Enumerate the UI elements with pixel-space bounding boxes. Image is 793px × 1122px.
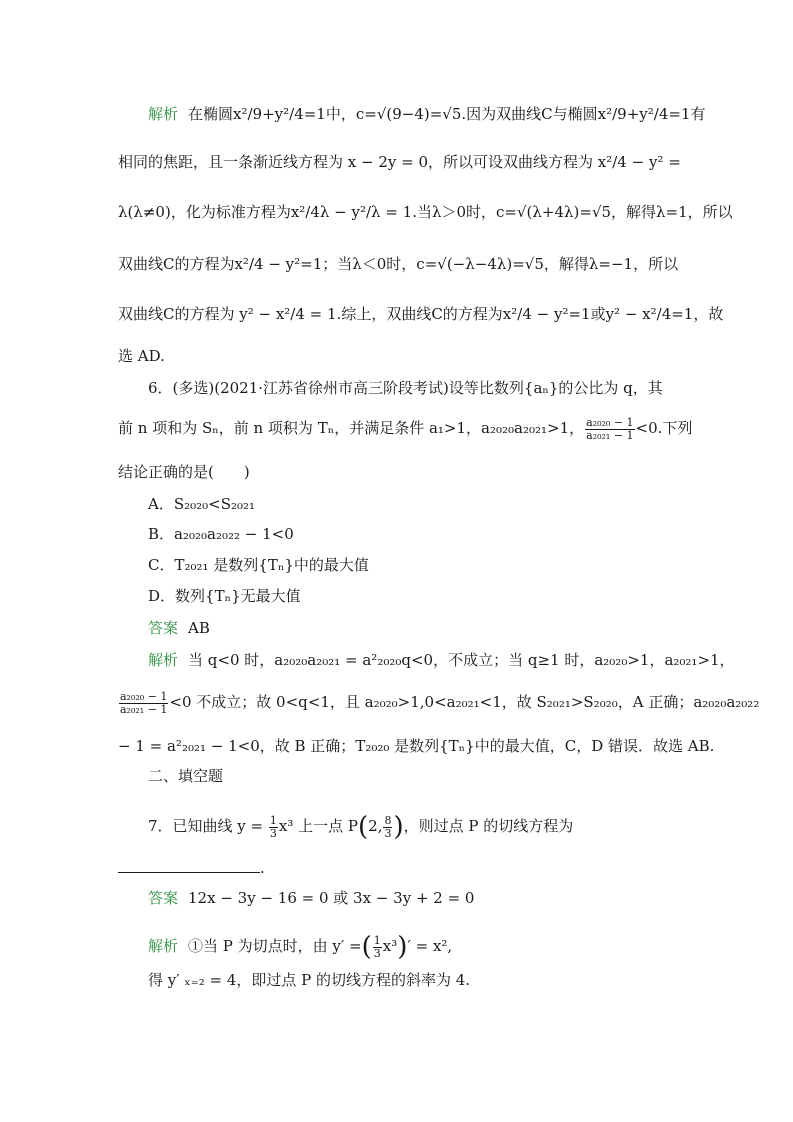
solution5-line-2: 相同的焦距，且一条渐近线方程为 x − 2y = 0，所以可设双曲线方程为 x²/4 − y² = bbox=[118, 153, 681, 171]
question6-stem-1: 6．(多选)(2021·江苏省徐州市高三阶段考试)设等比数列{aₙ}的公比为 q，其 bbox=[148, 379, 663, 397]
question7-stem-1a: 7．已知曲线 y = bbox=[148, 817, 268, 835]
question6-stem-2b: <0.下列 bbox=[635, 419, 693, 437]
fraction-denominator: 3 bbox=[269, 826, 277, 840]
solution5-line-6: 选 AD. bbox=[118, 347, 165, 365]
question6-solution-3: − 1 = a²₂₀₂₁ − 1<0，故 B 正确；T₂₀₂₀ 是数列{Tₙ}中的最大值，C，D 错误．故选 AB. bbox=[118, 737, 715, 755]
fraction-numerator: a₂₀₂₀ − 1 bbox=[120, 689, 168, 703]
fraction-numerator: a₂₀₂₀ − 1 bbox=[586, 415, 634, 429]
solution5-line-4: 双曲线C的方程为x²/4 − y²=1；当λ＜0时，c=√(−λ−4λ)=√5，解得λ=−1，所以 bbox=[118, 255, 679, 273]
question7-stem-1c: ，则过点 P 的切线方程为 bbox=[403, 817, 574, 835]
question6-stem-2 bbox=[118, 415, 693, 442]
question6-answer bbox=[148, 616, 708, 640]
point-y-fraction bbox=[383, 815, 392, 840]
solution5-line-1 bbox=[148, 102, 708, 126]
solution-keyword: 解析 bbox=[148, 937, 179, 955]
right-paren: ) bbox=[397, 932, 408, 962]
question7-solution-2: 得 y′ ₓ₌₂ = 4，即过点 P 的切线方程的斜率为 4. bbox=[148, 971, 471, 989]
question6-stem-2a: 前 n 项和为 Sₙ，前 n 项积为 Tₙ，并满足条件 a₁>1，a₂₀₂₀a₂₀₂₁>1， bbox=[118, 419, 585, 437]
condition-fraction bbox=[585, 417, 634, 442]
fraction-denominator: 3 bbox=[373, 946, 381, 960]
right-paren: ) bbox=[393, 812, 404, 842]
question7-stem-1b: x³ 上一点 P bbox=[278, 817, 359, 835]
section-heading: 二、填空题 bbox=[148, 767, 224, 785]
fraction-numerator: 1 bbox=[373, 933, 381, 947]
coefficient-fraction bbox=[269, 815, 278, 840]
answer-keyword: 答案 bbox=[148, 619, 179, 637]
option-b: B．a₂₀₂₀a₂₀₂₂ − 1<0 bbox=[148, 525, 294, 543]
solution-keyword: 解析 bbox=[148, 651, 179, 669]
answer-text: AB bbox=[188, 619, 210, 637]
question7-solution-1 bbox=[148, 934, 708, 960]
option-d: D．数列{Tₙ}无最大值 bbox=[148, 587, 301, 605]
fraction-numerator: 8 bbox=[384, 813, 392, 827]
solution5-line-5: 双曲线C的方程为 y² − x²/4 = 1.综上，双曲线C的方程为x²/4 − y²=1或y² − x²/4=1，故 bbox=[118, 305, 724, 323]
answer-blank bbox=[118, 858, 260, 873]
question6-solution-2 bbox=[118, 689, 760, 716]
condition-fraction bbox=[119, 691, 168, 716]
solution-keyword: 解析 bbox=[148, 105, 179, 123]
fraction-denominator: a₂₀₂₁ − 1 bbox=[120, 702, 168, 716]
left-paren: ( bbox=[358, 812, 369, 842]
left-paren: ( bbox=[361, 932, 372, 962]
question7-stem-1 bbox=[148, 814, 708, 840]
answer-text: 12x − 3y − 16 = 0 或 3x − 3y + 2 = 0 bbox=[188, 889, 475, 907]
solution5-line-3: λ(λ≠0)，化为标准方程为x²/4λ − y²/λ = 1.当λ＞0时，c=√(λ+4λ)=√5，解得λ=1，所以 bbox=[118, 203, 733, 221]
answer-keyword: 答案 bbox=[148, 889, 179, 907]
fraction-numerator: 1 bbox=[269, 813, 277, 827]
option-c: C．T₂₀₂₁ 是数列{Tₙ}中的最大值 bbox=[148, 556, 369, 574]
question7-solution-text-1a: ①当 P 为切点时，由 y′ = bbox=[188, 937, 362, 955]
derivative-fraction bbox=[373, 935, 382, 960]
question7-answer bbox=[148, 886, 708, 910]
question7-period: . bbox=[260, 859, 265, 877]
question7-blank-line bbox=[118, 856, 678, 880]
question7-solution-text-1b: x³ bbox=[382, 937, 398, 955]
question6-solution-text-2: <0 不成立；故 0<q<1，且 a₂₀₂₀>1,0<a₂₀₂₁<1，故 S₂₀₂₁>S₂₀₂₀，A 正确；a₂₀₂₀a₂₀₂₂ bbox=[169, 693, 760, 711]
question6-solution-1 bbox=[148, 648, 735, 672]
fraction-denominator: 3 bbox=[384, 826, 392, 840]
point-x: 2, bbox=[368, 817, 383, 835]
fraction-denominator: a₂₀₂₁ − 1 bbox=[586, 428, 634, 442]
question6-stem-3: 结论正确的是( ) bbox=[118, 463, 250, 481]
option-a: A．S₂₀₂₀<S₂₀₂₁ bbox=[148, 495, 256, 513]
question6-solution-text-1: 当 q<0 时，a₂₀₂₀a₂₀₂₁ = a²₂₀₂₀q<0，不成立；当 q≥1 时，a₂₀₂₀>1，a₂₀₂₁>1， bbox=[188, 651, 735, 669]
question7-solution-text-1c: ′ = x², bbox=[407, 937, 453, 955]
solution5-text-1: 在椭圆x²/9+y²/4=1中，c=√(9−4)=√5.因为双曲线C与椭圆x²/9+y²/4=1有 bbox=[188, 105, 706, 123]
